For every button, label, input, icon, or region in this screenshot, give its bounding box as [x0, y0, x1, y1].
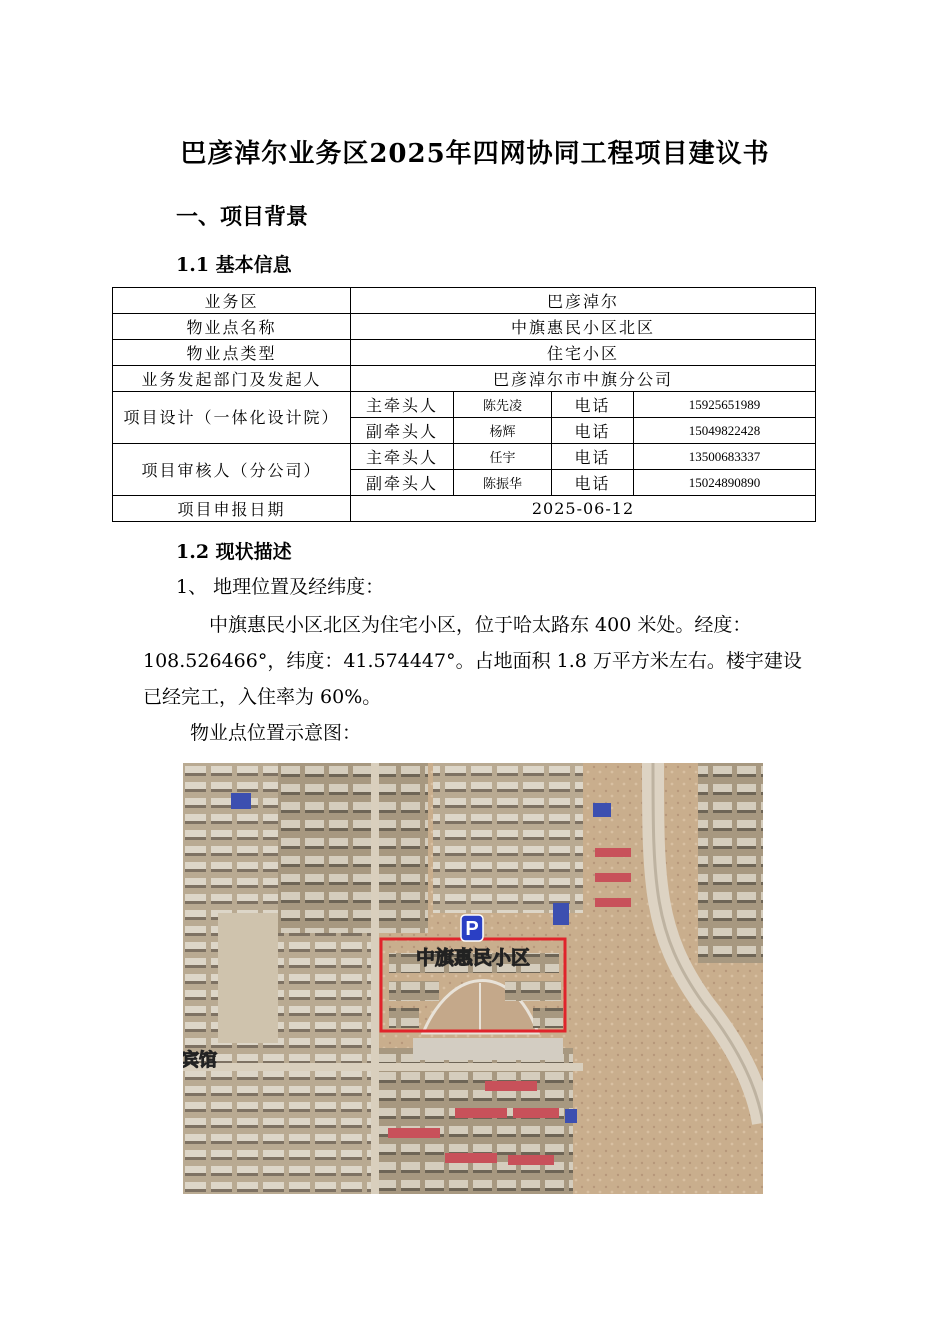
dept-label: 业务发起部门及发起人 [113, 366, 351, 392]
design-deputy-name: 杨辉 [454, 418, 552, 444]
design-lead-label: 主牵头人 [351, 392, 454, 418]
list-item-location: 1、 地理位置及经纬度： [176, 576, 385, 598]
review-deputy-phone-label: 电话 [552, 470, 634, 496]
review-deputy-phone: 15024890890 [634, 470, 816, 496]
table-row [113, 496, 816, 522]
dept-value: 巴彦淖尔市中旗分公司 [351, 366, 816, 392]
design-lead-phone-label: 电话 [552, 392, 634, 418]
design-lead-name: 陈先凌 [454, 392, 552, 418]
satellite-map [183, 763, 763, 1194]
review-deputy-label: 副牵头人 [351, 470, 454, 496]
map-caption: 物业点位置示意图： [190, 722, 362, 744]
table-row [113, 314, 816, 340]
review-label: 项目审核人（分公司） [113, 444, 351, 496]
table-row [113, 444, 816, 470]
design-label: 项目设计（一体化设计院） [113, 392, 351, 444]
property-type-value: 住宅小区 [351, 340, 816, 366]
review-lead-phone: 13500683337 [634, 444, 816, 470]
design-deputy-phone-label: 电话 [552, 418, 634, 444]
section-heading-background: 一、项目背景 [176, 204, 309, 230]
document-title: 巴彦淖尔业务区2025年四网协同工程项目建议书 [180, 139, 770, 169]
design-lead-phone: 15925651989 [634, 392, 816, 418]
location-paragraph: 中旗惠民小区北区为住宅小区，位于哈太路东 400 米处。经度：108.526466°，纬度：41.574447°。占地面积 1.8 万平方米左右。楼宇建设已经完工，入住率为 60%。 [143, 614, 802, 708]
table-row [113, 366, 816, 392]
table-row [113, 340, 816, 366]
basic-info-table [112, 287, 816, 522]
subsection-heading-basic-info: 1.1 基本信息 [176, 254, 292, 276]
design-deputy-label: 副牵头人 [351, 418, 454, 444]
property-name-value: 中旗惠民小区北区 [351, 314, 816, 340]
table-row [113, 288, 816, 314]
map-marker-label: 中旗惠民小区 [415, 947, 531, 969]
date-label: 项目申报日期 [113, 496, 351, 522]
table-row [113, 392, 816, 418]
review-lead-label: 主牵头人 [351, 444, 454, 470]
subsection-heading-status: 1.2 现状描述 [176, 541, 292, 563]
property-type-label: 物业点类型 [113, 340, 351, 366]
business-area-label: 业务区 [113, 288, 351, 314]
review-lead-name: 任宇 [454, 444, 552, 470]
design-deputy-phone: 15049822428 [634, 418, 816, 444]
business-area-value: 巴彦淖尔 [351, 288, 816, 314]
property-name-label: 物业点名称 [113, 314, 351, 340]
review-lead-phone-label: 电话 [552, 444, 634, 470]
map-edge-label: 宾馆 [183, 1050, 217, 1071]
review-deputy-name: 陈振华 [454, 470, 552, 496]
date-value: 2025-06-12 [351, 496, 816, 522]
parking-symbol: P [465, 918, 479, 940]
